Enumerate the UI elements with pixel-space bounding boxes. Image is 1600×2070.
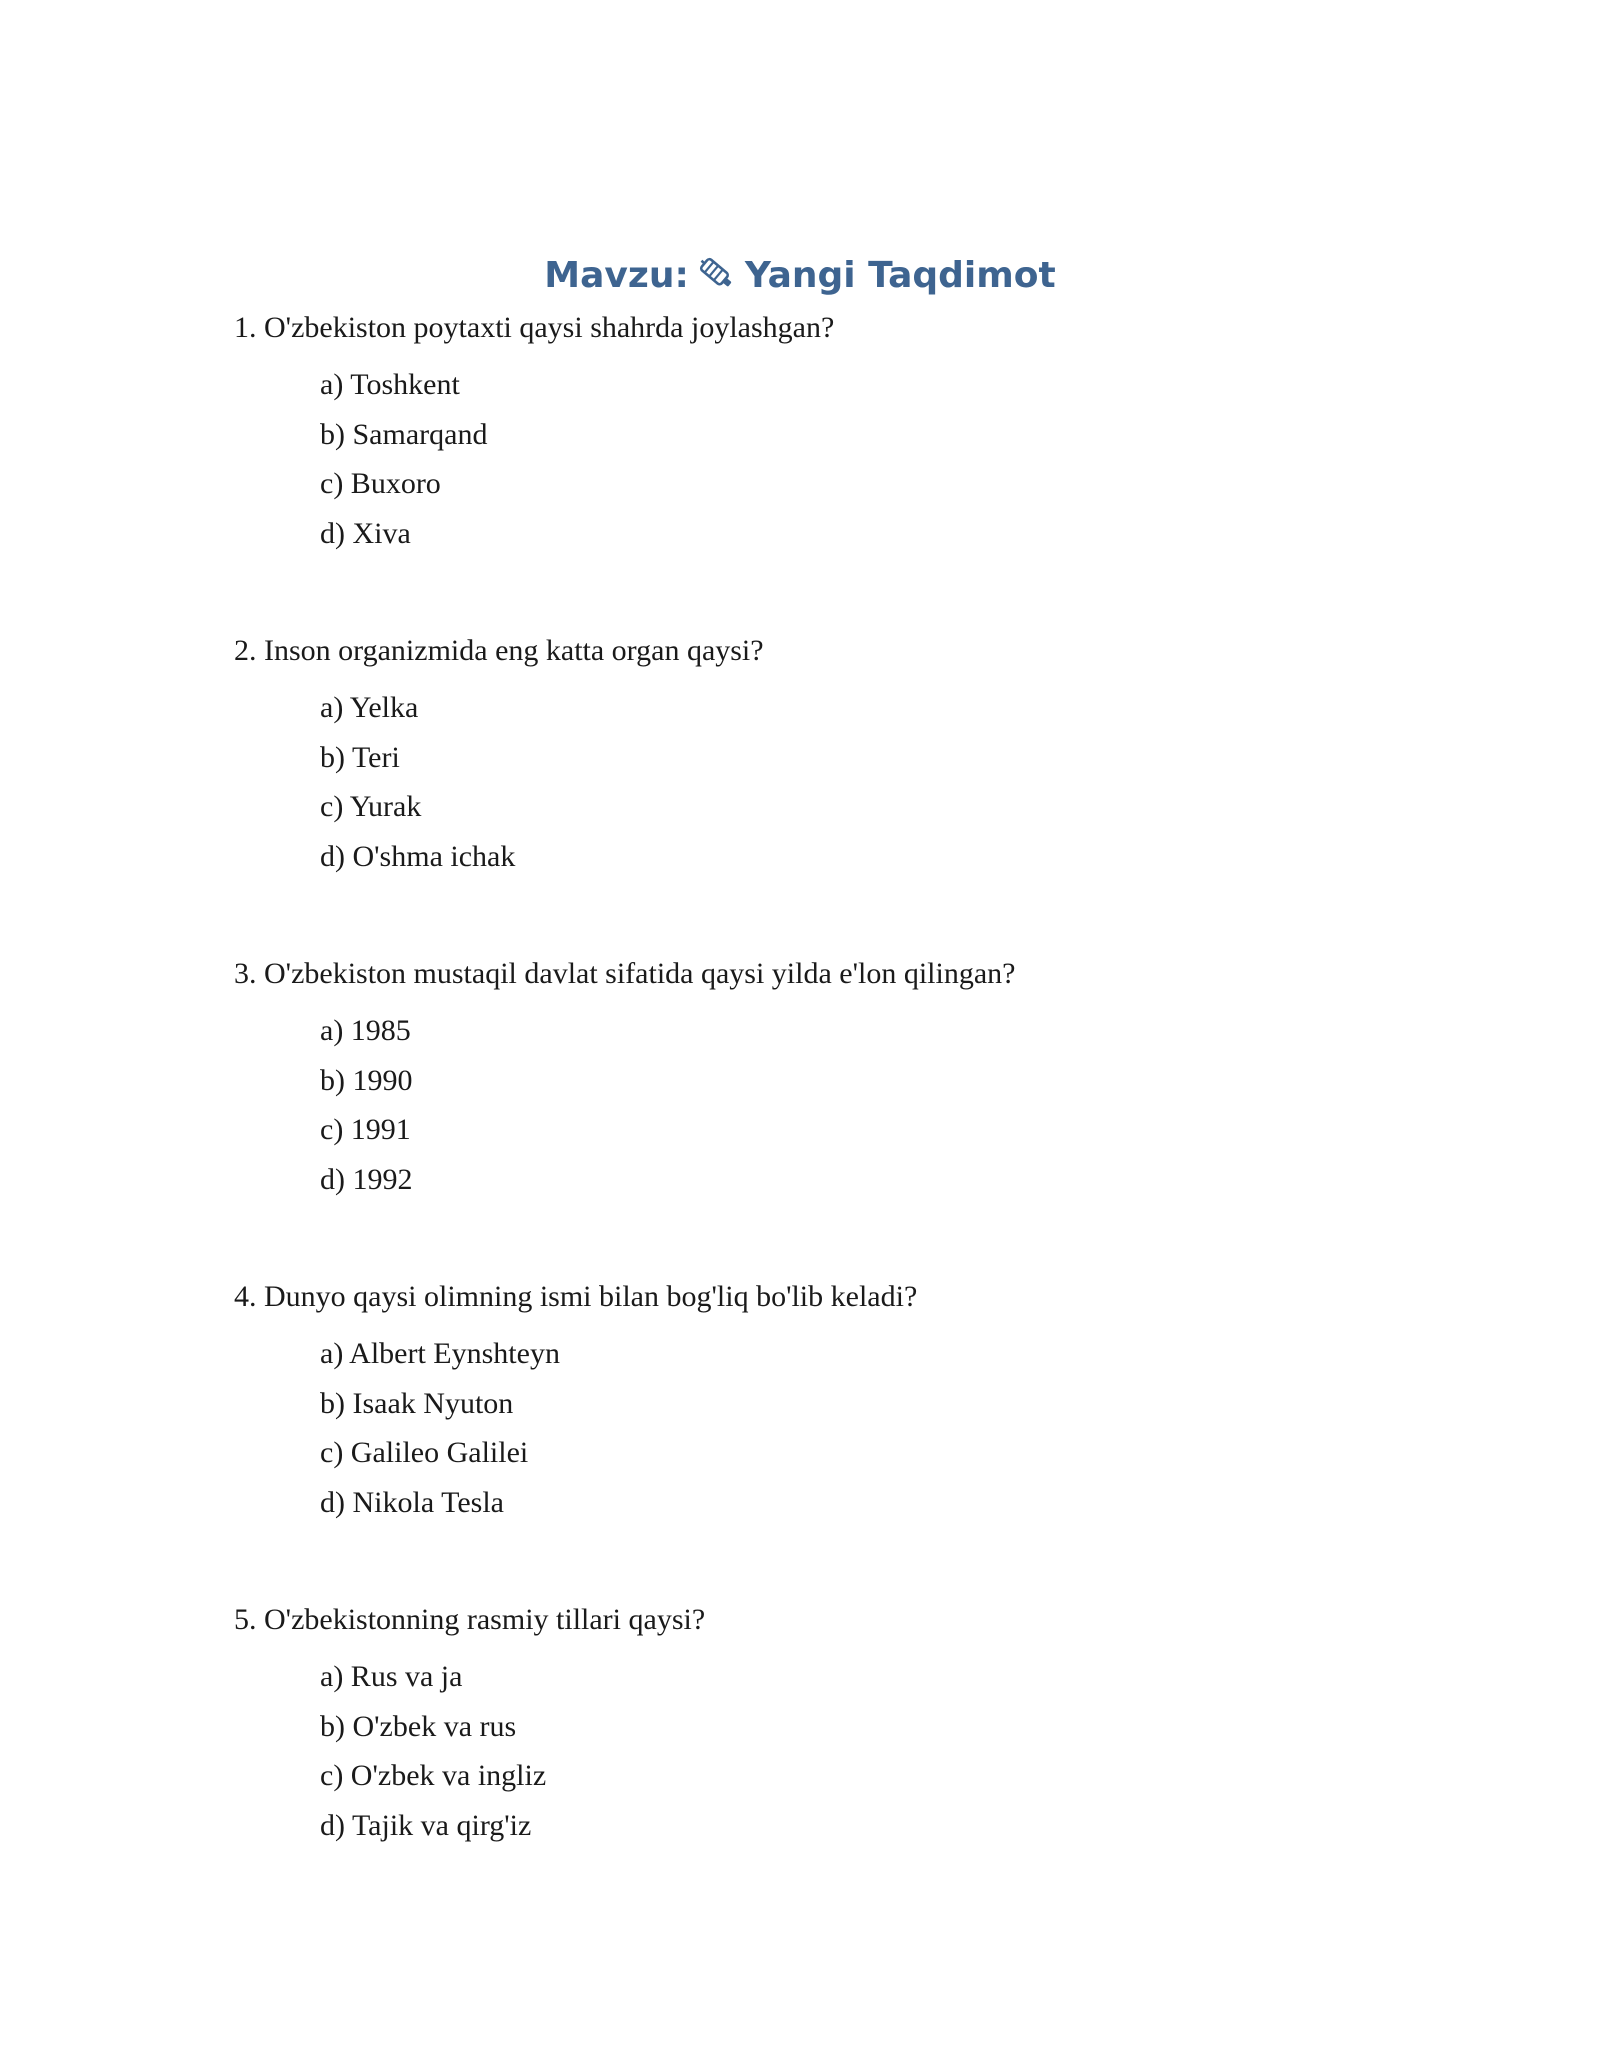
title-text: Yangi Taqdimot bbox=[744, 255, 1056, 296]
question-text: 3. O'zbekiston mustaqil davlat sifatida qaysi yilda e'lon qilingan? bbox=[234, 957, 1016, 990]
option-b: b) 1990 bbox=[320, 1063, 413, 1097]
option-c: c) O'zbek va ingliz bbox=[320, 1759, 547, 1792]
question-2 bbox=[234, 631, 1534, 886]
option-d: d) O'shma ichak bbox=[320, 839, 516, 873]
question-4 bbox=[234, 1277, 1534, 1532]
option-list bbox=[320, 1334, 1534, 1532]
option-list bbox=[320, 688, 1534, 886]
question-text: 5. O'zbekistonning rasmiy tillari qaysi? bbox=[234, 1603, 706, 1636]
option-d: d) Tajik va qirg'iz bbox=[320, 1808, 532, 1842]
document-title bbox=[0, 250, 1600, 308]
question-text: 4. Dunyo qaysi olimning ismi bilan bog'liq bo'lib keladi? bbox=[234, 1280, 918, 1313]
question-3 bbox=[234, 954, 1534, 1209]
option-c: c) Galileo Galilei bbox=[320, 1436, 529, 1469]
option-b: b) Teri bbox=[320, 740, 400, 774]
question-text: 1. O'zbekiston poytaxti qaysi shahrda joylashgan? bbox=[234, 311, 835, 344]
option-a: a) 1985 bbox=[320, 1014, 411, 1047]
option-d: d) 1992 bbox=[320, 1162, 413, 1196]
option-a: a) Yelka bbox=[320, 691, 419, 724]
pin-icon bbox=[695, 253, 737, 308]
option-d: d) Xiva bbox=[320, 516, 411, 550]
option-c: c) Buxoro bbox=[320, 467, 441, 500]
option-c: c) Yurak bbox=[320, 790, 422, 823]
option-c: c) 1991 bbox=[320, 1113, 411, 1146]
option-b: b) O'zbek va rus bbox=[320, 1709, 517, 1743]
question-5 bbox=[234, 1600, 1534, 1855]
option-b: b) Samarqand bbox=[320, 417, 488, 451]
option-b: b) Isaak Nyuton bbox=[320, 1386, 514, 1420]
question-text: 2. Inson organizmida eng katta organ qaysi? bbox=[234, 634, 764, 667]
question-1 bbox=[234, 308, 1534, 563]
option-a: a) Toshkent bbox=[320, 368, 460, 401]
option-list bbox=[320, 1657, 1534, 1855]
option-a: a) Rus va ja bbox=[320, 1660, 463, 1693]
title-prefix: Mavzu: bbox=[544, 255, 689, 296]
option-a: a) Albert Eynshteyn bbox=[320, 1337, 560, 1370]
option-list bbox=[320, 1011, 1534, 1209]
option-d: d) Nikola Tesla bbox=[320, 1485, 504, 1519]
option-list bbox=[320, 365, 1534, 563]
